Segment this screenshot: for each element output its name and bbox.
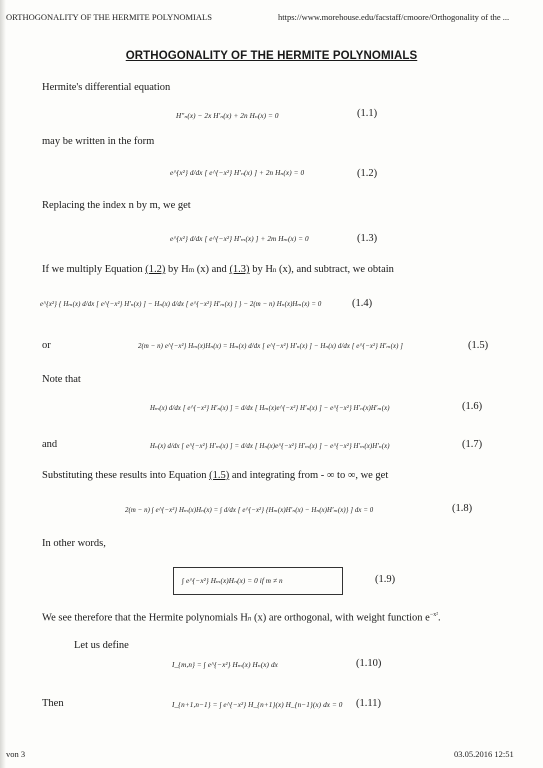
- equation-1-2: e^{x²} d/dx [ e^{−x²} H′ₙ(x) ] + 2n Hₙ(x) = 0: [170, 169, 305, 177]
- equation-1-6: Hₘ(x) d/dx [ e^{−x²} H′ₙ(x) ] = d/dx [ Hₘ(x)e^{−x²} H′ₙ(x) ] − e^{−x²} H′ₙ(x)H′ₘ(x): [150, 405, 390, 412]
- text-multiply-a: If we multiply Equation: [42, 264, 143, 275]
- equation-number-1-6: (1.6): [462, 401, 483, 412]
- text-written-form: may be written in the form: [42, 136, 155, 147]
- equation-number-1-3: (1.3): [357, 233, 378, 244]
- equation-number-1-9: (1.9): [375, 574, 396, 585]
- text-multiply-c: by H: [167, 264, 189, 275]
- equation-number-1-2: (1.2): [357, 168, 378, 179]
- equation-1-5: 2(m − n) e^{−x²} Hₘ(x)Hₙ(x) = Hₘ(x) d/dx [ e^{−x²} H′ₙ(x) ] − Hₙ(x) d/dx [ e^{−x²} H′ₘ(x) ]: [138, 343, 404, 350]
- text-replacing-index: Replacing the index n by m, we get: [42, 200, 191, 211]
- equation-1-3: e^{x²} d/dx [ e^{−x²} H′ₘ(x) ] + 2m Hₘ(x) = 0: [170, 235, 309, 243]
- equation-number-1-5: (1.5): [468, 340, 489, 351]
- text-substituting-a: Substituting these results into Equation: [42, 470, 207, 481]
- equation-number-1-8: (1.8): [452, 503, 473, 514]
- text-and: and: [42, 439, 58, 450]
- footer-timestamp: 03.05.2016 12:51: [454, 749, 514, 759]
- equation-1-11: I_{n+1,n−1} = ∫ e^{−x²} H_{n+1}(x) H_{n−1}(x) dx = 0: [172, 701, 343, 709]
- equation-number-1-11: (1.11): [356, 698, 381, 709]
- link-eq-1-2[interactable]: (1.2): [145, 264, 166, 275]
- text-in-other-words: In other words,: [42, 538, 106, 549]
- header-title: ORTHOGONALITY OF THE HERMITE POLYNOMIALS: [6, 12, 212, 22]
- text-orthogonal-b: (x) are orthogonal, with weight function e: [254, 612, 430, 624]
- text-multiply-f: by H: [252, 264, 273, 275]
- equation-number-1-7: (1.7): [462, 439, 483, 450]
- header-url[interactable]: https://www.morehouse.edu/facstaff/cmoore/Orthogonality of the ...: [278, 12, 510, 22]
- equation-1-1: H″ₙ(x) − 2x H′ₙ(x) + 2n Hₙ(x) = 0: [176, 112, 279, 120]
- text-note-that: Note that: [42, 374, 81, 385]
- text-orthogonal: We see therefore that the Hermite polynomials Hn (x) are orthogonal, with weight function $e^{-x^2}$.: [42, 612, 441, 624]
- text-multiply-g: (x), and subtract, we obtain: [279, 264, 394, 275]
- link-eq-1-5[interactable]: (1.5): [209, 470, 230, 481]
- equation-1-7: Hₙ(x) d/dx [ e^{−x²} H′ₘ(x) ] = d/dx [ Hₙ(x)e^{−x²} H′ₘ(x) ] − e^{−x²} H′ₘ(x)H′ₙ(x): [150, 443, 390, 450]
- scan-edge-shadow: [0, 0, 6, 768]
- equation-number-1-10: (1.10): [356, 658, 382, 669]
- equation-1-10: I_{m,n} = ∫ e^{−x²} Hₘ(x) Hₙ(x) dx: [172, 661, 278, 669]
- page-title: ORTHOGONALITY OF THE HERMITE POLYNOMIALS: [125, 50, 418, 62]
- text-substituting-c: and integrating from - ∞ to ∞, we get: [231, 470, 389, 481]
- equation-number-1-1: (1.1): [357, 108, 378, 119]
- link-eq-1-3[interactable]: (1.3): [229, 264, 250, 275]
- equation-1-8: 2(m − n) ∫ e^{−x²} Hₘ(x)Hₙ(x) = ∫ d/dx [ e^{−x²} {Hₘ(x)H′ₙ(x) − Hₙ(x)H′ₘ(x)} ] dx = 0: [125, 507, 374, 514]
- text-multiply: If we multiply Equation (1.2) by Hm (x) and (1.3) by Hn (x), and subtract, we obtain: [42, 264, 394, 275]
- text-or: or: [42, 340, 51, 351]
- footer-page: von 3: [6, 749, 26, 759]
- text-hermite-equation: Hermite's differential equation: [42, 82, 171, 93]
- equation-1-9: ∫ e^{−x²} Hₘ(x)Hₙ(x) = 0 if m ≠ n: [182, 577, 283, 585]
- text-orthogonal-a: We see therefore that the Hermite polynomials H: [42, 612, 248, 624]
- text-let-us-define: Let us define: [74, 640, 129, 651]
- equation-1-4: e^{x²} { Hₘ(x) d/dx [ e^{−x²} H′ₙ(x) ] − Hₙ(x) d/dx [ e^{−x²} H′ₘ(x) ] } − 2(m − n) Hₙ(x)Hₘ(x) = 0: [40, 301, 322, 308]
- equation-number-1-4: (1.4): [352, 298, 373, 309]
- text-multiply-d: (x) and: [196, 264, 227, 275]
- text-then: Then: [42, 698, 64, 709]
- text-substituting: [42, 470, 388, 481]
